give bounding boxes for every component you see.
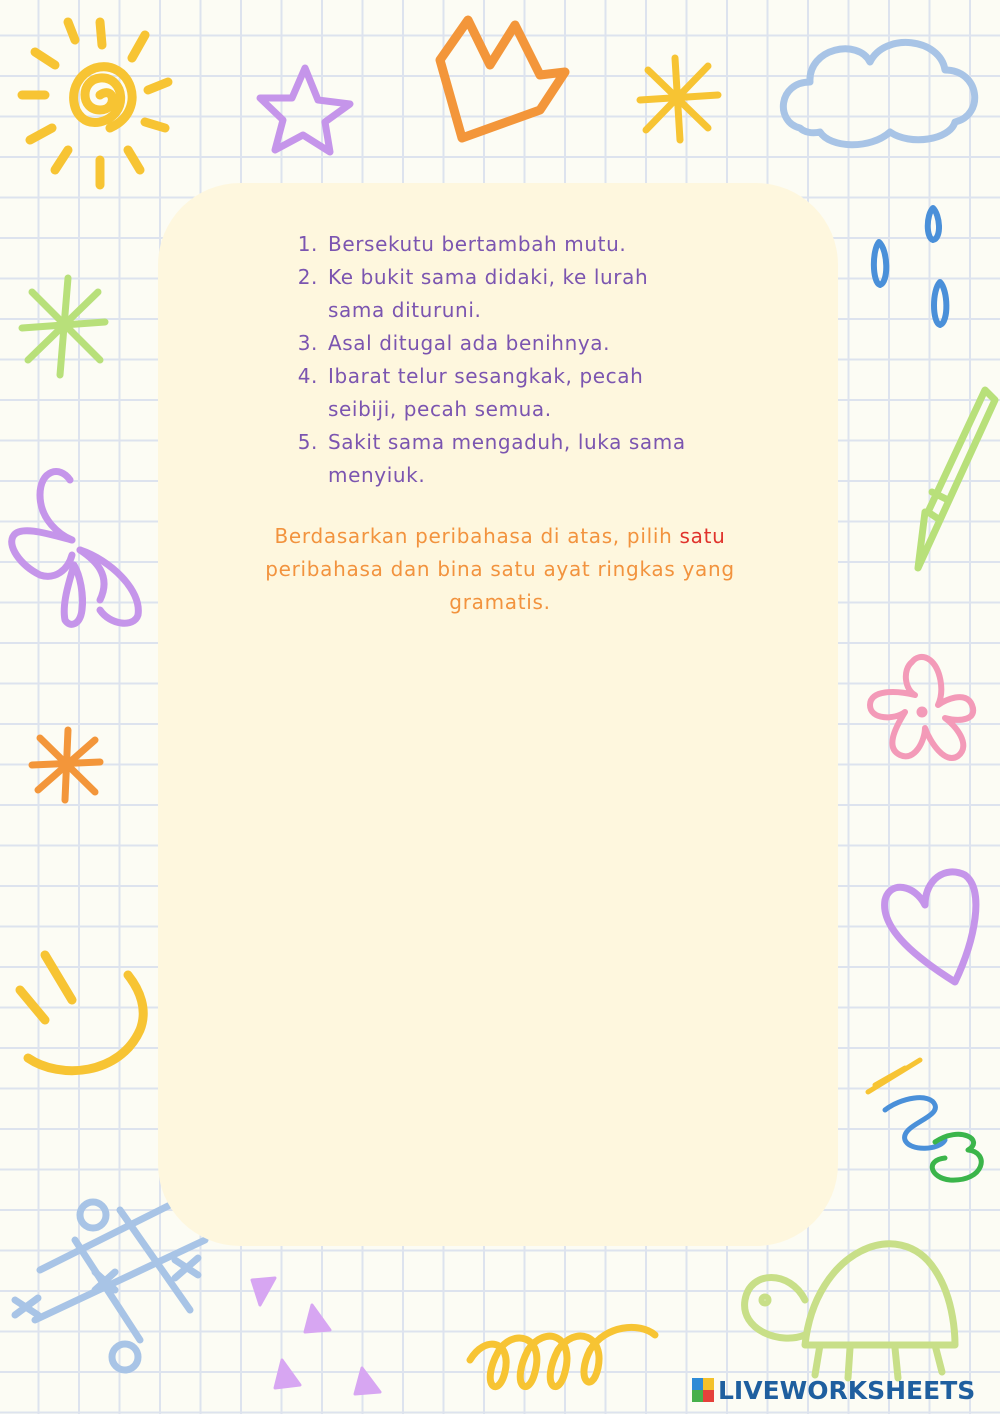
turtle-icon [745,1244,955,1378]
triangles-icon [252,1278,380,1394]
crown-icon [440,20,565,138]
tic-tac-toe-icon [15,1200,205,1370]
star-icon [260,68,350,152]
instruction-text [225,520,775,619]
proverb-text: Ke bukit sama didaki, ke lurah sama dituruni. [328,265,649,322]
list-number: 2. [297,265,318,289]
proverb-text: Sakit sama mengaduh, luka sama menyiuk. [328,430,686,487]
instruction-highlight: satu [679,524,726,548]
smiley-icon [20,955,143,1071]
instruction-part: peribahasa dan bina satu ayat ringkas yang gramatis. [265,557,735,614]
spring-icon [470,1327,655,1386]
sparkle-icon [32,730,100,800]
list-number: 5. [297,430,318,454]
pencil-icon [918,390,995,568]
list-number: 1. [297,232,318,256]
instruction-part: Berdasarkan peribahasa di atas, pilih [274,524,680,548]
brand-name: LIVEWORKSHEETS [718,1375,976,1405]
brand-watermark [692,1372,975,1408]
flower-center-icon [918,708,926,716]
liveworksheets-logo-icon [692,1378,714,1402]
list-item [288,426,718,492]
proverb-text: Ibarat telur sesangkak, pecah seibiji, pecah semua. [328,364,644,421]
raindrops-icon [874,208,947,325]
list-number: 4. [297,364,318,388]
proverb-text: Asal ditugal ada benihnya. [328,331,611,355]
proverb-text: Bersekutu bertambah mutu. [328,232,627,256]
dragonfly-icon [12,472,139,625]
list-item [288,228,648,261]
list-item [288,261,688,327]
proverb-list [288,228,758,492]
heart-icon [885,872,976,982]
sparkle-icon [22,278,105,375]
list-number: 3. [297,331,318,355]
list-item [288,327,648,360]
sun-icon [22,22,168,185]
list-item [288,360,678,426]
numbers-icon [868,1060,981,1180]
sparkle-icon [640,58,718,140]
cloud-icon [783,42,974,144]
